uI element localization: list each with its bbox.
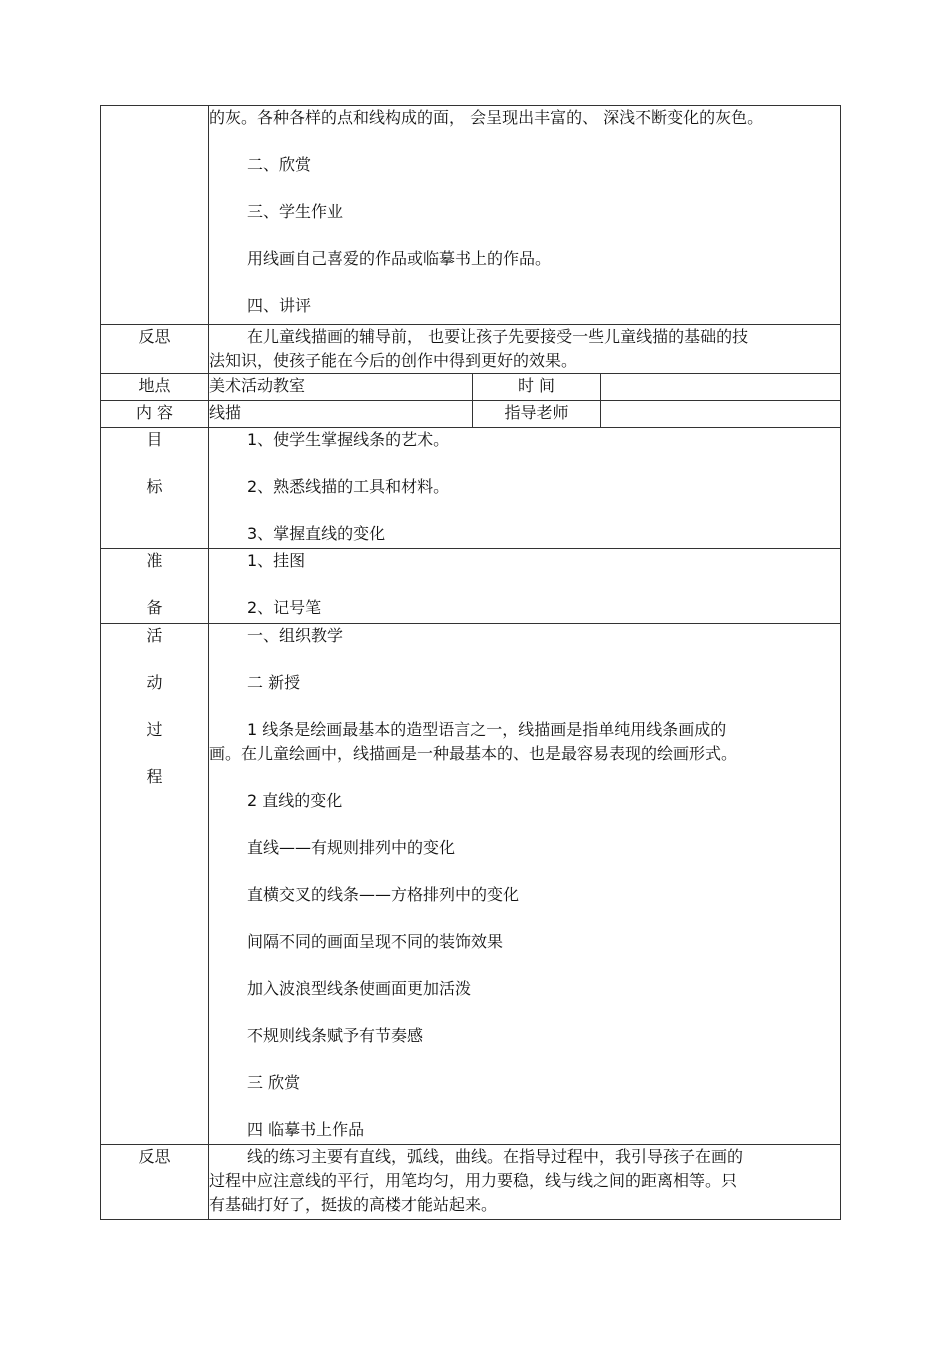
- prep-label-char-2: 备: [146, 598, 163, 617]
- continued-section-cell: [209, 106, 841, 325]
- section-appreciation: 二、欣赏: [247, 155, 312, 174]
- reflection-label-2: 反思: [101, 1145, 209, 1220]
- place-label: 地点: [101, 374, 209, 401]
- section-student-work: 三、学生作业: [247, 202, 344, 221]
- place-row: [101, 374, 841, 401]
- prep-label: [101, 549, 209, 624]
- reflection-cell-1: [209, 325, 841, 374]
- content-value: 线描: [209, 401, 473, 428]
- process-row: [101, 624, 841, 1145]
- content-row: [101, 401, 841, 428]
- process-item-10: 三 欣赏: [247, 1073, 301, 1092]
- process-item-5: 直线——有规则排列中的变化: [247, 838, 456, 857]
- content-label: 内 容: [101, 401, 209, 428]
- process-label-char-2: 动: [146, 673, 163, 692]
- reflection-1-line2: 法知识，使孩子能在今后的创作中得到更好的效果。: [209, 351, 578, 370]
- teacher-label: 指导老师: [473, 401, 601, 428]
- prep-item-2: 2、记号笔: [247, 598, 322, 617]
- reflection-row-1: [101, 325, 841, 374]
- process-item-6: 直横交叉的线条——方格排列中的变化: [247, 885, 520, 904]
- reflection-label-1: 反思: [101, 325, 209, 374]
- reflection-2-line3: 有基础打好了，挺拔的高楼才能站起来。: [209, 1195, 498, 1214]
- goal-label-char-2: 标: [146, 477, 163, 496]
- process-item-2: 二 新授: [247, 673, 301, 692]
- process-item-3-line1: 1 线条是绘画最基本的造型语言之一，线描画是指单纯用线条画成的: [247, 720, 727, 739]
- process-cell: [209, 624, 841, 1145]
- prep-label-char-1: 准: [146, 551, 163, 570]
- goal-item-2: 2、熟悉线描的工具和材料。: [247, 477, 450, 496]
- process-label-char-1: 活: [146, 626, 163, 645]
- teacher-value: [601, 401, 841, 428]
- time-label: 时 间: [473, 374, 601, 401]
- place-value: 美术活动教室: [209, 374, 473, 401]
- reflection-row-2: [101, 1145, 841, 1220]
- prep-item-1: 1、挂图: [247, 551, 306, 570]
- goal-cell: [209, 428, 841, 549]
- process-item-1: 一、组织教学: [247, 626, 344, 645]
- goal-item-1: 1、使学生掌握线条的艺术。: [247, 430, 450, 449]
- process-item-3-line2: 画。在儿童绘画中，线描画是一种最基本的、也是最容易表现的绘画形式。: [209, 744, 738, 763]
- reflection-cell-2: [209, 1145, 841, 1220]
- time-value: [601, 374, 841, 401]
- prep-cell: [209, 549, 841, 624]
- process-item-4: 2 直线的变化: [247, 791, 343, 810]
- reflection-2-line1: 线的练习主要有直线，弧线，曲线。在指导过程中，我引导孩子在画的: [247, 1147, 744, 1166]
- continued-text: 的灰。各种各样的点和线构成的面， 会呈现出丰富的、 深浅不断变化的灰色。: [209, 108, 764, 127]
- continued-section-row: [101, 106, 841, 325]
- reflection-1-line1: 在儿童线描画的辅导前， 也要让孩子先要接受一些儿童线描的基础的技: [247, 327, 749, 346]
- prep-row: [101, 549, 841, 624]
- process-item-8: 加入波浪型线条使画面更加活泼: [247, 979, 472, 998]
- process-label-char-3: 过: [146, 720, 163, 739]
- goal-row: [101, 428, 841, 549]
- process-label-char-4: 程: [146, 767, 163, 786]
- goal-label-char-1: 目: [146, 430, 163, 449]
- lesson-plan-table: [100, 105, 841, 1220]
- process-item-9: 不规则线条赋予有节奏感: [247, 1026, 424, 1045]
- goal-label: [101, 428, 209, 549]
- section-review: 四、讲评: [247, 296, 312, 315]
- process-item-7: 间隔不同的画面呈现不同的装饰效果: [247, 932, 504, 951]
- goal-item-3: 3、掌握直线的变化: [247, 524, 386, 543]
- reflection-2-line2: 过程中应注意线的平行，用笔均匀，用力要稳，线与线之间的距离相等。只: [209, 1171, 738, 1190]
- process-label: [101, 624, 209, 1145]
- process-item-11: 四 临摹书上作品: [247, 1120, 365, 1139]
- empty-label-cell: [101, 106, 209, 325]
- student-work-text: 用线画自己喜爱的作品或临摹书上的作品。: [247, 249, 552, 268]
